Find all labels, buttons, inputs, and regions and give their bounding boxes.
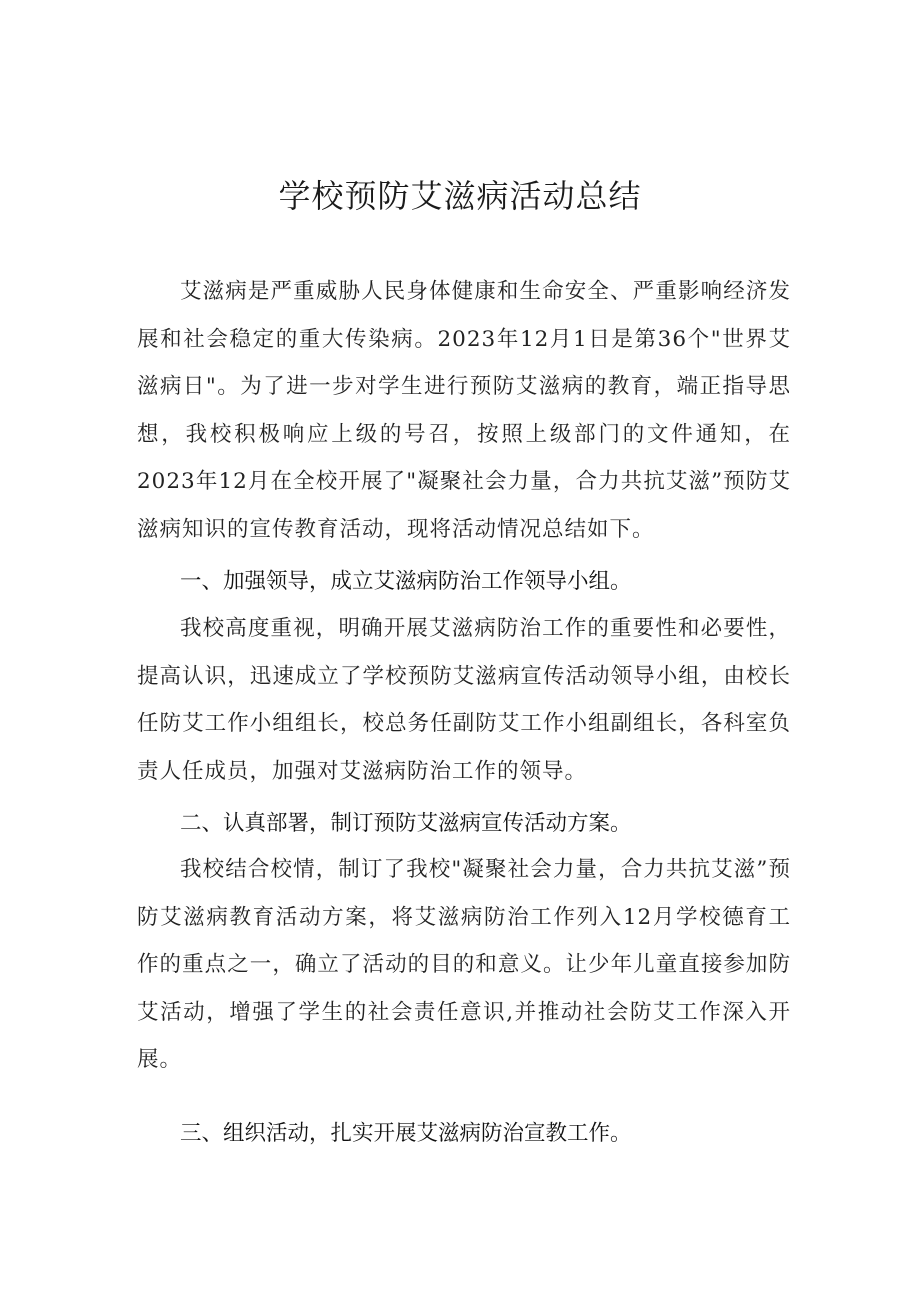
section-heading-2: 二、认真部署，制订预防艾滋病宣传活动方案。	[180, 811, 632, 836]
section-1-paragraph: 我校高度重视，明确开展艾滋病防治工作的重要性和必要性，提高认识，迅速成立了学校预防艾滋病宣传活动领导小组，由校长任防艾工作小组组长，校总务任副防艾工作小组副组长，各科室负责人任成员，加强对艾滋病防治工作的领导。	[137, 616, 791, 784]
section-heading-1: 一、加强领导，成立艾滋病防治工作领导小组。	[180, 569, 632, 594]
document-title: 学校预防艾滋病活动总结	[278, 177, 642, 215]
section-2-paragraph: 我校结合校情，制订了我校"凝聚社会力量，合力共抗艾滋”预防艾滋病教育活动方案，将艾滋病防治工作列入12月学校德育工作的重点之一，确立了活动的目的和意义。让少年儿童直接参加防艾活动，增强了学生的社会责任意识,并推动社会防艾工作深入开展。	[137, 857, 791, 1072]
section-heading-3: 三、组织活动，扎实开展艾滋病防治宣教工作。	[180, 1121, 632, 1146]
intro-paragraph: 艾滋病是严重威胁人民身体健康和生命安全、严重影响经济发展和社会稳定的重大传染病。2023年12月1日是第36个"世界艾滋病日"。为了进一步对学生进行预防艾滋病的教育，端正指导思想，我校积极响应上级的号召，按照上级部门的文件通知，在2023年12月在全校开展了"凝聚社会力量，合力共抗艾滋”预防艾滋病知识的宣传教育活动，现将活动情况总结如下。	[137, 279, 791, 542]
